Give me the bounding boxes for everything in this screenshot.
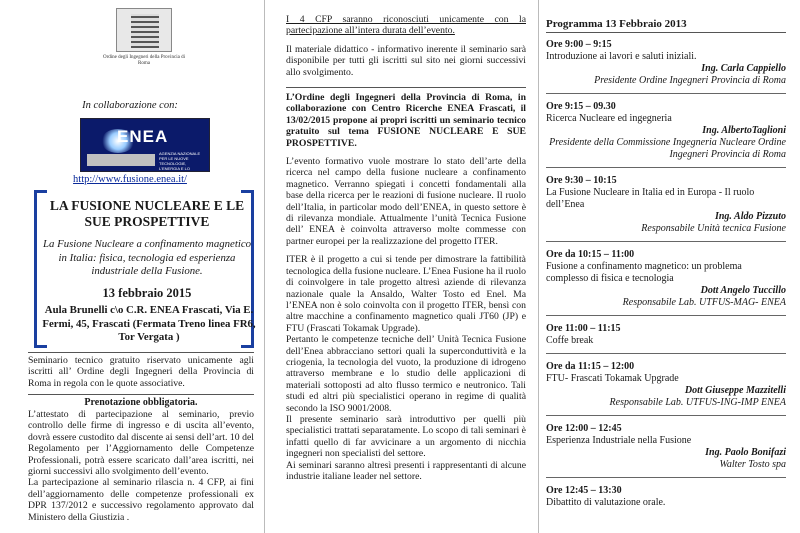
industry-paragraph: Ai seminari saranno altresì presenti i rappresentanti di alcune industrie italiane leader nel settore. — [286, 459, 526, 482]
event-title: LA FUSIONE NUCLEARE E LE SUE PROSPETTIVE — [49, 198, 245, 229]
middle-column — [268, 0, 536, 533]
collaboration-label: In collaborazione con: — [82, 100, 178, 111]
program-topic: Ricerca Nucleare ed ingegneria — [546, 113, 672, 124]
event-description: La Fusione Nucleare a confinamento magnetico in Italia: fisica, tecnologia ed esperienza industriale della Fusione. — [43, 238, 252, 277]
program-role: Responsabile Lab. UTFUS-ING-IMP ENEA — [609, 397, 786, 408]
program-speaker: Ing. Aldo Pizzuto — [714, 211, 786, 222]
program-speaker: Ing. AlbertoTaglioni — [702, 125, 786, 136]
program-item — [546, 478, 786, 515]
attendance-info — [28, 409, 254, 523]
program-role: Presidente della Commissione Ingegneria Nucleare Ordine Ingegneri Provincia di Roma — [549, 137, 786, 160]
program-item — [546, 32, 786, 94]
program-column — [540, 0, 800, 533]
program-time: Ore 9:30 – 10:15 — [546, 175, 617, 186]
program-time: Ore 11:00 – 11:15 — [546, 323, 621, 334]
event-title-box — [34, 190, 254, 348]
enea-logo — [80, 118, 210, 172]
booking-required: Prenotazione obbligatoria. — [84, 397, 198, 408]
program-item — [546, 316, 786, 354]
program-topic: La Fusione Nucleare in Italia ed in Europa - Il ruolo dell’Enea — [546, 187, 755, 210]
program-title: Programma 13 Febbraio 2013 — [546, 18, 687, 30]
program-time: Ore da 11:15 – 12:00 — [546, 361, 635, 372]
program-time: Ore 12:00 – 12:45 — [546, 423, 622, 434]
program-speaker: Dott Giuseppe Mazzitelli — [684, 385, 786, 396]
cfp-paragraph: La partecipazione al seminario rilascia n. 4 CFP, ai fini dell’aggiornamento delle competenze professionali ex DPR 137/2012 e successivo regolamento approvato dal Ministero della Giustizia . — [28, 477, 254, 523]
iter-paragraph: ITER è il progetto a cui si tende per dimostrare la fattibilità tecnologica della fusione nucleare. L’Enea Fusione ha il ruolo di coinvolgere in tale progetto altresì aziende di rilevanza nazionale quale la Ansaldo, Walter Tosto ed Enel. Ma l’ENEA non è solo coinvolta con il progetto ITER, bensì con altre macchine a confinamento magnetico quali JT60 (JP) e FTU (Frascati Tokamak Upgrade). — [286, 254, 526, 334]
column-divider — [264, 0, 265, 533]
program-topic: Dibattito di valutazione orale. — [546, 497, 666, 508]
program-speaker: Ing. Carla Cappiello — [701, 63, 786, 74]
program-time: Ore da 10:15 – 11:00 — [546, 249, 635, 260]
program-speaker: Ing. Paolo Bonifazi — [705, 447, 786, 458]
material-note: Il materiale didattico - informativo inerente il seminario sarà disponibile per tutti gli iscritti sul sito nei giorni successivi allo svolgimento. — [286, 44, 526, 78]
divider — [28, 352, 254, 353]
program-item — [546, 94, 786, 168]
cfp-note: I 4 CFP saranno riconosciuti unicamente con la partecipazione all’intera durata dell’evento. — [286, 14, 526, 37]
divider — [286, 87, 526, 88]
program-role: Responsabile Unità tecnica Fusione — [641, 223, 786, 234]
program-topic: Esperienza Industriale nella Fusione — [546, 435, 692, 446]
program-role: Presidente Ordine Ingegneri Provincia di Roma — [594, 75, 786, 86]
program-topic: Introduzione ai lavori e saluti iniziali. — [546, 51, 697, 62]
program-item — [546, 416, 786, 478]
enea-logo-text: ENEA — [117, 127, 169, 146]
seminar-intro: Seminario tecnico gratuito riservato unicamente agli iscritti all’ Ordine degli Ingegneri della Provincia di Roma in regola con le quote associative. — [28, 355, 254, 389]
program-topic: Fusione a confinamento magnetico: un problema complesso di fisica e tecnologia — [546, 261, 742, 284]
event-paragraph: L’evento formativo vuole mostrare lo stato dell’arte della ricerca nel campo della fusione nucleare a confinamento magnetico. Verranno spiegati i concetti fondamentali alla base della ricerca per le reazioni di fusione nucleare. Il ruolo dell’Italia, in particolar modo dell’ENEA, in questo settore è di rilevanza mondiale. Attualmente l’unità Tecnica Fusione dell’ ENEA è coinvolta attraverso molte commesse con partner europei per la realizzazione del progetto ITER. — [286, 156, 526, 247]
program-item — [546, 354, 786, 416]
ordine-paragraph: L’Ordine degli Ingegneri della Provincia di Roma, in collaborazione con Centro Ricerche ENEA Frascati, il 13/02/2015 propone ai propri iscritti un seminario tecnico gratuito sul tema FUSIONE NUCLEARE E SUE PROSPETTIVE. — [286, 92, 526, 149]
ordine-logo — [116, 8, 172, 52]
ordine-logo-caption: Ordine degli Ingegneri della Provincia di Roma — [102, 55, 186, 66]
enea-logo-subtitle: AGENZIA NAZIONALE PER LE NUOVE TECNOLOGIE, L'ENERGIA E LO — [159, 151, 201, 171]
event-body — [286, 92, 526, 489]
event-date: 13 febbraio 2015 — [102, 286, 192, 300]
program-time: Ore 9:15 – 09.30 — [546, 101, 616, 112]
program-list — [546, 32, 786, 515]
program-time: Ore 12:45 – 13:30 — [546, 485, 622, 496]
program-time: Ore 9:00 – 9:15 — [546, 39, 612, 50]
program-role: Walter Tosto spa — [719, 459, 786, 470]
event-venue: Aula Brunelli c\o C.R. ENEA Frascati, Via E. Fermi, 45, Frascati (Fermata Treno linea FR6, Tor Vergata ) — [42, 304, 256, 343]
column-divider — [538, 0, 539, 533]
certificate-paragraph: L’attestato di partecipazione al seminario, previo controllo delle firme di ingresso e di uscita all’evento, dovrà essere custodito dal discente ai sensi dell’art. 10 del Regolamento per l’Aggiornamento delle Competenze Professionali, potrà essere scaricato dall’area iscritti, nei giorni successivi allo svolgimento dell’evento. — [28, 409, 254, 478]
left-column — [0, 0, 260, 533]
enea-url-link[interactable]: http://www.fusione.enea.it/ — [73, 174, 187, 185]
program-item — [546, 242, 786, 316]
program-speaker: Dott Angelo Tuccillo — [700, 285, 786, 296]
divider — [28, 394, 254, 395]
program-topic: FTU- Frascati Tokamak Upgrade — [546, 373, 679, 384]
program-topic: Coffe break — [546, 335, 594, 346]
program-item — [546, 168, 786, 242]
seminar-paragraph: Il presente seminario sarà introduttivo per quelli più specialistici trattati separatamente. Lo scopo di tali seminari è infatti quello di far avvicinare a un argomento di nicchia ingegneri non specialisti del settore. — [286, 413, 526, 460]
program-role: Responsabile Lab. UTFUS-MAG- ENEA — [622, 297, 786, 308]
skills-paragraph: Pertanto le competenze tecniche dell’ Unità Tecnica Fusione dell’Enea abbracciano settori quali la superconduttività e la criogenia, la tecnologia del vuoto, la produzione di idrogeno attraverso membrane e lo studio delle applicazioni di materiali sottoposti ad alto flusso termico e neutronico. Tali studi ed altri più specialistici operano in regime di qualità secondo la ISO 9001/2008. — [286, 334, 526, 414]
